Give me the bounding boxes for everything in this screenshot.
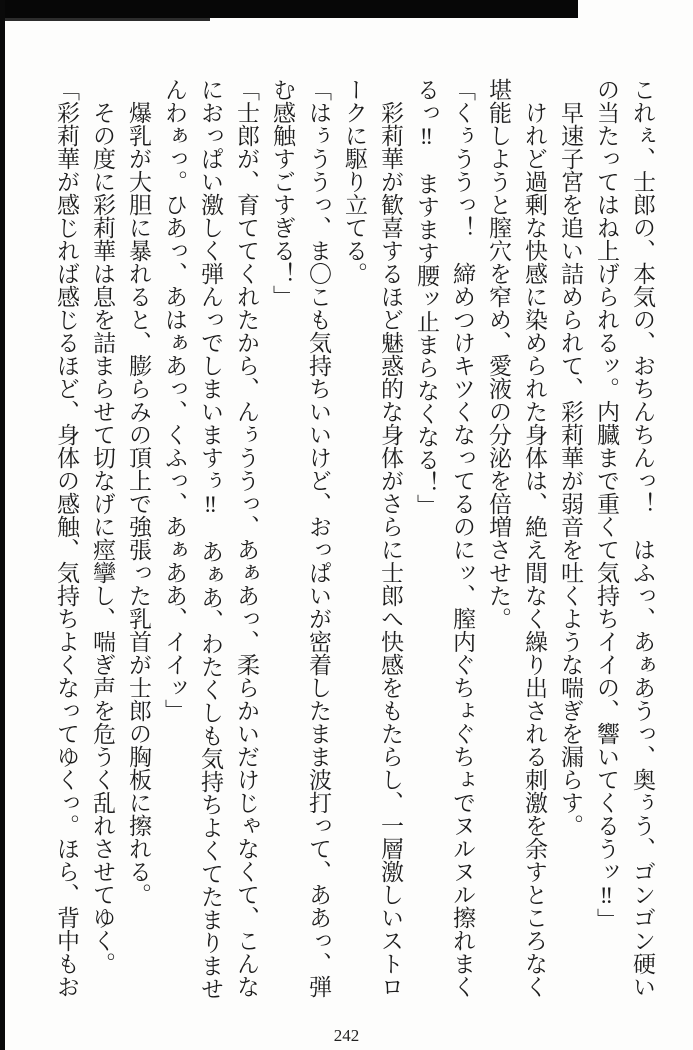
text-column-7: るっ‼ ますます腰ッ止まらなくなる！」 bbox=[414, 78, 439, 517]
text-column-11: む感触すごすぎる！」 bbox=[270, 78, 295, 308]
text-column-9: ークに駆り立てる。 bbox=[342, 78, 367, 285]
text-column-3: 早速子宮を追い詰められて、彩莉華が弱音を吐くような喘ぎを漏らす。 bbox=[558, 78, 583, 837]
text-column-4: けれど過剰な快感に染められた身体は、絶え間なく繰り出される刺激を余すところなく bbox=[522, 78, 547, 998]
text-column-17: 「彩莉華が感じれば感じるほど、身体の感触、気持ちよくなってゆくっ。ほら、背中もお bbox=[54, 78, 79, 998]
page-number: 242 bbox=[333, 1026, 360, 1045]
text-column-12: 「士郎が、育ててくれたから、んぅううっ、あぁあっ、柔らかいだけじゃなくて、こんな bbox=[234, 78, 259, 998]
text-column-5: 堪能しようと膣穴を窄め、愛液の分泌を倍増させた。 bbox=[486, 78, 511, 630]
text-column-13: におっぱい激しく弾んっでしまいますぅ‼ あぁあ、わたくしも気持ちよくてたまりませ bbox=[198, 78, 223, 1000]
text-column-15: 爆乳が大胆に暴れると、膨らみの頂上で強張った乳首が士郎の胸板に擦れる。 bbox=[126, 78, 151, 906]
scan-border-top bbox=[0, 0, 578, 18]
text-column-16: その度に彩莉華は息を詰まらせて切なげに痙攣し、喘ぎ声を危うく乱れさせてゆく。 bbox=[90, 78, 115, 975]
text-column-6: 「くぅううっ！ 締めつけキツくなってるのにッ、膣内ぐちょぐちょでヌルヌル擦れまく bbox=[450, 78, 475, 998]
text-block bbox=[48, 78, 660, 1008]
scan-border-left bbox=[0, 0, 5, 1050]
text-column-8: 彩莉華が歓喜するほど魅惑的な身体がさらに士郎へ快感をもたらし、一層激しいストロ bbox=[378, 78, 403, 998]
text-column-1: これぇ、士郎の、本気の、おちんちんっ！ はふっ、あぁあうっ、奥ぅう、ゴンゴン硬い bbox=[630, 78, 655, 998]
text-column-2: の当たってはね上げられるッ。内臓まで重くて気持ちイイの、響いてくるうッ‼」 bbox=[594, 78, 619, 931]
text-column-10: 「はぅううっ、ま〇こも気持ちいいけど、おっぱいが密着したまま波打って、ああっ、弾 bbox=[306, 78, 331, 998]
text-column-14: んわぁっ。ひあっ、あはぁあっ、くふっ、あぁああ、イイッ」 bbox=[162, 78, 187, 722]
